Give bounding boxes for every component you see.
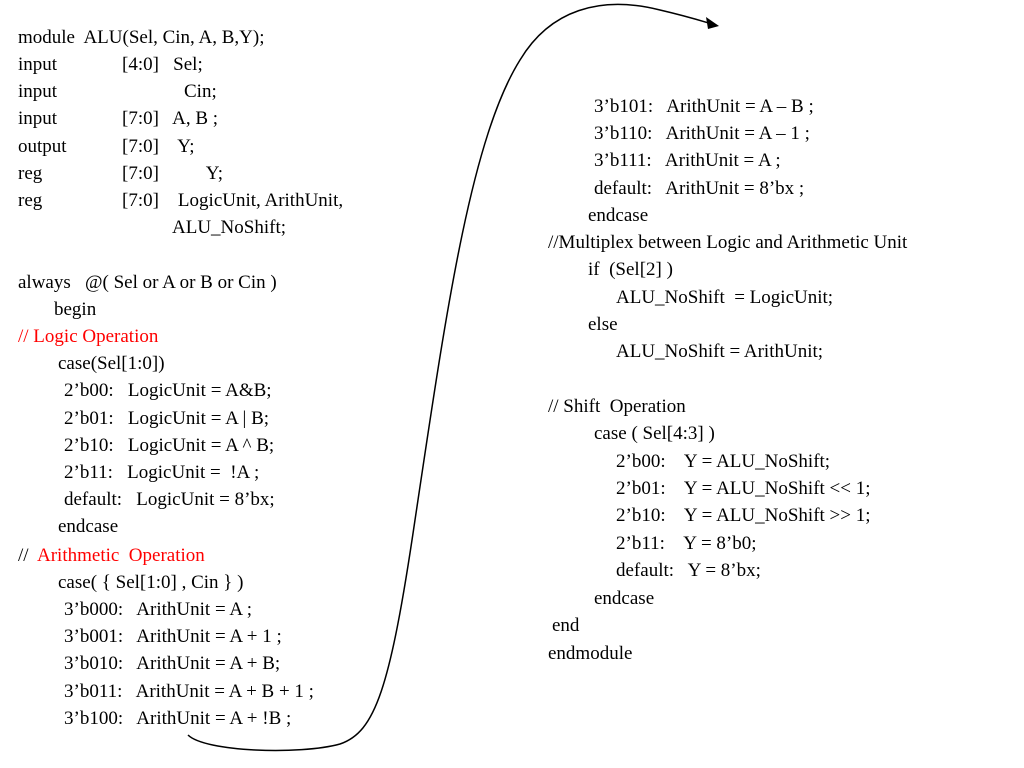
arith-case-line: case( { Sel[1:0] , Cin } )	[58, 572, 244, 593]
shift-case-item: 2’b11: Y = 8’b0;	[616, 533, 757, 554]
continuation-arrow-curve	[188, 4, 712, 750]
shift-case-default: default: Y = 8’bx;	[616, 560, 761, 581]
shift-case-item: 2’b10: Y = ALU_NoShift >> 1;	[616, 505, 871, 526]
arith-case-item: 3’b000: ArithUnit = A ;	[64, 599, 253, 620]
arith-case-item: 3’b101: ArithUnit = A – B ;	[594, 96, 814, 117]
shift-case-item: 2’b00: Y = ALU_NoShift;	[616, 451, 831, 472]
keyword-reg: reg	[18, 190, 43, 211]
logic-case-item: 2’b10: LogicUnit = A ^ B;	[64, 435, 275, 456]
keyword-input: input	[18, 54, 58, 75]
always-block-line: always @( Sel or A or B or Cin )	[18, 272, 277, 293]
cin-declaration: Cin;	[184, 81, 217, 102]
end-keyword: end	[552, 615, 580, 636]
internal-reg-declaration: [7:0] LogicUnit, ArithUnit,	[122, 190, 344, 211]
sel-declaration: [4:0] Sel;	[122, 54, 203, 75]
logic-operation-comment: // Logic Operation	[18, 326, 159, 347]
if-statement: if (Sel[2] )	[588, 259, 673, 280]
internal-reg-continuation: ALU_NoShift;	[172, 217, 286, 238]
module-declaration-line: module ALU(Sel, Cin, A, B,Y);	[18, 27, 265, 48]
y-output-declaration: [7:0] Y;	[122, 136, 195, 157]
shift-case-line: case ( Sel[4:3] )	[594, 423, 715, 444]
y-reg-declaration: [7:0] Y;	[122, 163, 223, 184]
multiplex-comment: //Multiplex between Logic and Arithmetic Unit	[548, 232, 908, 253]
arrowhead-icon	[706, 17, 719, 29]
begin-keyword: begin	[54, 299, 97, 320]
endcase-keyword: endcase	[58, 516, 119, 537]
arith-case-default: default: ArithUnit = 8’bx ;	[594, 178, 805, 199]
arith-case-item: 3’b001: ArithUnit = A + 1 ;	[64, 626, 282, 647]
endcase-keyword: endcase	[594, 588, 655, 609]
logic-case-default: default: LogicUnit = 8’bx;	[64, 489, 275, 510]
noshift-logic-assignment: ALU_NoShift = LogicUnit;	[616, 287, 834, 308]
logic-case-item: 2’b00: LogicUnit = A&B;	[64, 380, 272, 401]
shift-case-item: 2’b01: Y = ALU_NoShift << 1;	[616, 478, 871, 499]
logic-case-item: 2’b01: LogicUnit = A | B;	[64, 408, 270, 429]
keyword-reg: reg	[18, 163, 43, 184]
arith-case-item: 3’b011: ArithUnit = A + B + 1 ;	[64, 681, 314, 702]
endcase-keyword: endcase	[588, 205, 649, 226]
logic-case-line: case(Sel[1:0])	[58, 353, 165, 374]
arith-case-item: 3’b110: ArithUnit = A – 1 ;	[594, 123, 810, 144]
arithmetic-comment-slashes: //	[18, 545, 34, 566]
keyword-output: output	[18, 136, 67, 157]
arith-case-item: 3’b010: ArithUnit = A + B;	[64, 653, 281, 674]
arith-case-item: 3’b111: ArithUnit = A ;	[594, 150, 781, 171]
keyword-input: input	[18, 108, 58, 129]
else-keyword: else	[588, 314, 618, 335]
arith-case-item: 3’b100: ArithUnit = A + !B ;	[64, 708, 292, 729]
arithmetic-operation-comment: Arithmetic Operation	[37, 545, 205, 566]
keyword-input: input	[18, 81, 58, 102]
endmodule-keyword: endmodule	[548, 643, 633, 664]
shift-operation-comment: // Shift Operation	[548, 396, 686, 417]
logic-case-item: 2’b11: LogicUnit = !A ;	[64, 462, 260, 483]
noshift-arith-assignment: ALU_NoShift = ArithUnit;	[616, 341, 824, 362]
ab-declaration: [7:0] A, B ;	[122, 108, 219, 129]
